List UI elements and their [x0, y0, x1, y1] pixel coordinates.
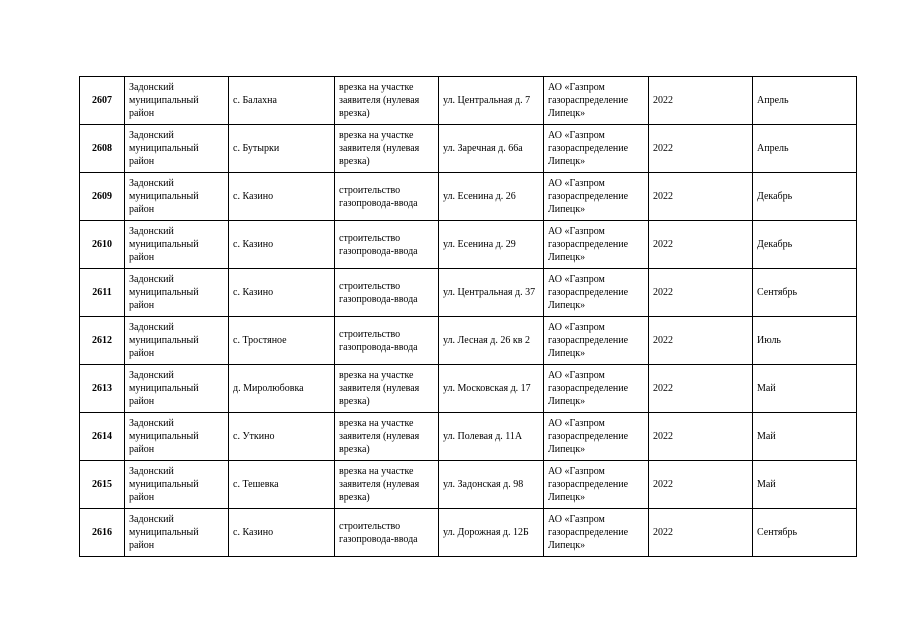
- month-cell: Май: [753, 413, 857, 461]
- address-cell: ул. Московская д. 17: [439, 365, 544, 413]
- row-number: 2613: [80, 365, 125, 413]
- year-cell: 2022: [649, 461, 753, 509]
- address-cell: ул. Центральная д. 7: [439, 77, 544, 125]
- organization-cell: АО «Газпром газораспределение Липецк»: [544, 413, 649, 461]
- district-cell: Задонский муниципальный район: [125, 365, 229, 413]
- year-cell: 2022: [649, 317, 753, 365]
- month-cell: Сентябрь: [753, 509, 857, 557]
- organization-cell: АО «Газпром газораспределение Липецк»: [544, 125, 649, 173]
- row-number: 2614: [80, 413, 125, 461]
- settlement-cell: с. Уткино: [229, 413, 335, 461]
- organization-cell: АО «Газпром газораспределение Липецк»: [544, 269, 649, 317]
- year-cell: 2022: [649, 269, 753, 317]
- district-cell: Задонский муниципальный район: [125, 77, 229, 125]
- organization-cell: АО «Газпром газораспределение Липецк»: [544, 221, 649, 269]
- work-type-cell: врезка на участке заявителя (нулевая врезка): [335, 77, 439, 125]
- organization-cell: АО «Газпром газораспределение Липецк»: [544, 509, 649, 557]
- year-cell: 2022: [649, 509, 753, 557]
- address-cell: ул. Центральная д. 37: [439, 269, 544, 317]
- row-number: 2607: [80, 77, 125, 125]
- table-row: [80, 317, 857, 365]
- month-cell: Май: [753, 365, 857, 413]
- settlement-cell: с. Бутырки: [229, 125, 335, 173]
- work-type-cell: врезка на участке заявителя (нулевая врезка): [335, 413, 439, 461]
- table-row: [80, 221, 857, 269]
- district-cell: Задонский муниципальный район: [125, 125, 229, 173]
- year-cell: 2022: [649, 365, 753, 413]
- settlement-cell: с. Казино: [229, 221, 335, 269]
- district-cell: Задонский муниципальный район: [125, 173, 229, 221]
- table-body: [80, 77, 857, 557]
- year-cell: 2022: [649, 125, 753, 173]
- row-number: 2610: [80, 221, 125, 269]
- address-cell: ул. Полевая д. 11А: [439, 413, 544, 461]
- year-cell: 2022: [649, 221, 753, 269]
- settlement-cell: с. Тешевка: [229, 461, 335, 509]
- month-cell: Апрель: [753, 77, 857, 125]
- address-cell: ул. Задонская д. 98: [439, 461, 544, 509]
- table-row: [80, 461, 857, 509]
- table-row: [80, 77, 857, 125]
- organization-cell: АО «Газпром газораспределение Липецк»: [544, 365, 649, 413]
- connections-table: [79, 76, 857, 557]
- row-number: 2611: [80, 269, 125, 317]
- settlement-cell: с. Тростяное: [229, 317, 335, 365]
- address-cell: ул. Есенина д. 29: [439, 221, 544, 269]
- work-type-cell: строительство газопровода-ввода: [335, 221, 439, 269]
- address-cell: ул. Дорожная д. 12Б: [439, 509, 544, 557]
- month-cell: Май: [753, 461, 857, 509]
- row-number: 2612: [80, 317, 125, 365]
- year-cell: 2022: [649, 173, 753, 221]
- table-row: [80, 413, 857, 461]
- organization-cell: АО «Газпром газораспределение Липецк»: [544, 173, 649, 221]
- district-cell: Задонский муниципальный район: [125, 461, 229, 509]
- table-row: [80, 125, 857, 173]
- month-cell: Сентябрь: [753, 269, 857, 317]
- work-type-cell: строительство газопровода-ввода: [335, 173, 439, 221]
- row-number: 2608: [80, 125, 125, 173]
- organization-cell: АО «Газпром газораспределение Липецк»: [544, 461, 649, 509]
- work-type-cell: врезка на участке заявителя (нулевая врезка): [335, 125, 439, 173]
- table-row: [80, 509, 857, 557]
- settlement-cell: с. Казино: [229, 509, 335, 557]
- district-cell: Задонский муниципальный район: [125, 509, 229, 557]
- work-type-cell: строительство газопровода-ввода: [335, 317, 439, 365]
- organization-cell: АО «Газпром газораспределение Липецк»: [544, 317, 649, 365]
- table-row: [80, 365, 857, 413]
- month-cell: Апрель: [753, 125, 857, 173]
- address-cell: ул. Лесная д. 26 кв 2: [439, 317, 544, 365]
- settlement-cell: с. Казино: [229, 269, 335, 317]
- work-type-cell: строительство газопровода-ввода: [335, 269, 439, 317]
- month-cell: Декабрь: [753, 173, 857, 221]
- district-cell: Задонский муниципальный район: [125, 221, 229, 269]
- work-type-cell: врезка на участке заявителя (нулевая врезка): [335, 461, 439, 509]
- row-number: 2616: [80, 509, 125, 557]
- district-cell: Задонский муниципальный район: [125, 317, 229, 365]
- organization-cell: АО «Газпром газораспределение Липецк»: [544, 77, 649, 125]
- work-type-cell: строительство газопровода-ввода: [335, 509, 439, 557]
- address-cell: ул. Заречная д. 66а: [439, 125, 544, 173]
- row-number: 2615: [80, 461, 125, 509]
- address-cell: ул. Есенина д. 26: [439, 173, 544, 221]
- month-cell: Декабрь: [753, 221, 857, 269]
- settlement-cell: с. Казино: [229, 173, 335, 221]
- settlement-cell: с. Балахна: [229, 77, 335, 125]
- month-cell: Июль: [753, 317, 857, 365]
- district-cell: Задонский муниципальный район: [125, 269, 229, 317]
- year-cell: 2022: [649, 77, 753, 125]
- year-cell: 2022: [649, 413, 753, 461]
- settlement-cell: д. Миролюбовка: [229, 365, 335, 413]
- work-type-cell: врезка на участке заявителя (нулевая врезка): [335, 365, 439, 413]
- table-row: [80, 173, 857, 221]
- row-number: 2609: [80, 173, 125, 221]
- table-row: [80, 269, 857, 317]
- district-cell: Задонский муниципальный район: [125, 413, 229, 461]
